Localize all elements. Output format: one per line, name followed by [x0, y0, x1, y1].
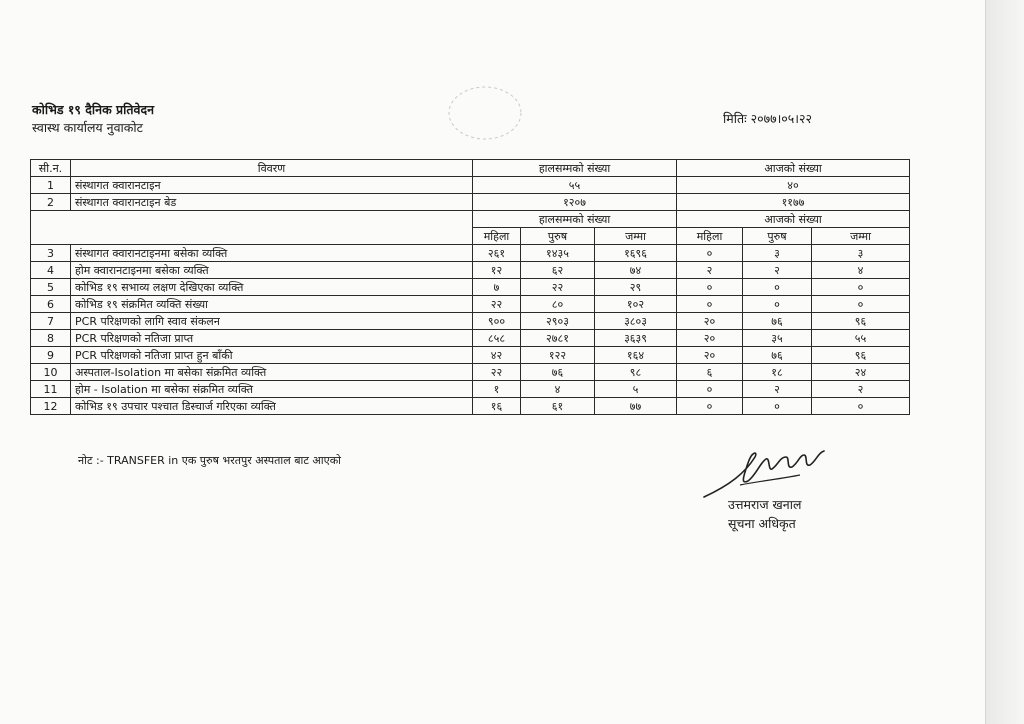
table-row [31, 347, 910, 364]
row-value: ७७ [595, 398, 677, 415]
row-value: १६९६ [595, 245, 677, 262]
row-value: २ [743, 381, 812, 398]
report-table [30, 159, 910, 415]
row-description: कोभिड १९ संक्रमित व्यक्ति संख्या [71, 296, 473, 313]
row-sn: 5 [31, 279, 71, 296]
row-value: ६१ [521, 398, 595, 415]
row-sn: 2 [31, 194, 71, 211]
row-description: संस्थागत क्वारानटाइन [71, 177, 473, 194]
row-description: कोभिड १९ सभाव्य लक्षण देखिएका व्यक्ति [71, 279, 473, 296]
row-value: २४ [812, 364, 910, 381]
report-title: कोभिड १९ दैनिक प्रतिवेदन [32, 102, 155, 117]
row-value: १२ [473, 262, 521, 279]
row-value: ७६ [743, 347, 812, 364]
row-sn: 11 [31, 381, 71, 398]
row-value: ० [743, 296, 812, 313]
row-sn: 8 [31, 330, 71, 347]
row-value: ३८०३ [595, 313, 677, 330]
row-today: ४० [677, 177, 910, 194]
row-value: ३ [812, 245, 910, 262]
table-row [31, 194, 910, 211]
row-value: ७४ [595, 262, 677, 279]
row-value: १२२ [521, 347, 595, 364]
table-row [31, 296, 910, 313]
row-value: १६ [473, 398, 521, 415]
header-total: हालसम्मको संख्या [473, 160, 677, 177]
subheader-total: हालसम्मको संख्या [473, 211, 677, 228]
row-value: २ [743, 262, 812, 279]
row-value: ३ [743, 245, 812, 262]
row-value: ९६ [812, 313, 910, 330]
signatory-title: सूचना अधिकृत [728, 516, 796, 531]
row-value: १ [473, 381, 521, 398]
table-row [31, 364, 910, 381]
row-sn: 4 [31, 262, 71, 279]
row-description: संस्थागत क्वारानटाइन बेड [71, 194, 473, 211]
row-value: २० [677, 330, 743, 347]
row-value: ९०० [473, 313, 521, 330]
gender-header: जम्मा [595, 228, 677, 245]
row-description: संस्थागत क्वारानटाइनमा बसेका व्यक्ति [71, 245, 473, 262]
gender-header: पुरुष [743, 228, 812, 245]
row-value: ४ [521, 381, 595, 398]
faint-stamp-mark [440, 78, 530, 152]
table-row [31, 398, 910, 415]
row-value: ६ [677, 364, 743, 381]
row-value: ० [677, 398, 743, 415]
header-sn: सी.न. [31, 160, 71, 177]
row-sn: 6 [31, 296, 71, 313]
row-value: ५ [595, 381, 677, 398]
subheader-today: आजको संख्या [677, 211, 910, 228]
row-value: ५५ [812, 330, 910, 347]
row-value: २७८१ [521, 330, 595, 347]
row-value: ० [677, 296, 743, 313]
row-value: ० [812, 398, 910, 415]
row-total: १२०७ [473, 194, 677, 211]
row-description: कोभिड १९ उपचार पश्चात डिस्चार्ज गरिएका व्यक्ति [71, 398, 473, 415]
row-value: ० [677, 381, 743, 398]
table-row [31, 330, 910, 347]
row-value: ३६३९ [595, 330, 677, 347]
row-value: २२ [473, 364, 521, 381]
row-sn: 10 [31, 364, 71, 381]
table-row [31, 245, 910, 262]
row-total: ५५ [473, 177, 677, 194]
row-value: २ [812, 381, 910, 398]
gender-header: महिला [473, 228, 521, 245]
subheader-row [31, 211, 910, 228]
row-value: ० [812, 279, 910, 296]
row-sn: 12 [31, 398, 71, 415]
gender-header: जम्मा [812, 228, 910, 245]
gender-header: महिला [677, 228, 743, 245]
header-today: आजको संख्या [677, 160, 910, 177]
row-value: १४३५ [521, 245, 595, 262]
detail-rows [31, 245, 910, 415]
row-value: १६४ [595, 347, 677, 364]
table-row [31, 381, 910, 398]
row-value: ३५ [743, 330, 812, 347]
row-sn: 1 [31, 177, 71, 194]
table-row [31, 262, 910, 279]
paper-edge [985, 0, 1024, 724]
row-value: ० [677, 245, 743, 262]
signatory-name: उत्तमराज खनाल [728, 497, 802, 512]
row-value: ० [743, 279, 812, 296]
row-sn: 3 [31, 245, 71, 262]
row-description: अस्पताल-Isolation मा बसेका संक्रमित व्यक्ति [71, 364, 473, 381]
row-sn: 9 [31, 347, 71, 364]
row-value: ४२ [473, 347, 521, 364]
row-value: ४ [812, 262, 910, 279]
row-value: २९ [595, 279, 677, 296]
row-value: ६२ [521, 262, 595, 279]
header-row [31, 160, 910, 177]
office-name: स्वास्थ कार्यालय नुवाकोट [32, 120, 143, 135]
row-value: ७ [473, 279, 521, 296]
row-value: ० [743, 398, 812, 415]
row-value: २ [677, 262, 743, 279]
row-value: ९८ [595, 364, 677, 381]
row-value: २९०३ [521, 313, 595, 330]
row-today: ११७७ [677, 194, 910, 211]
row-value: ७६ [743, 313, 812, 330]
row-value: ७६ [521, 364, 595, 381]
note-text: नोट :- TRANSFER in एक पुरुष भरतपुर अस्पताल बाट आएको [78, 454, 342, 467]
header-description: विवरण [71, 160, 473, 177]
table-row [31, 279, 910, 296]
row-description: होम - Isolation मा बसेका संक्रमित व्यक्ति [71, 381, 473, 398]
report-date: मितिः २०७७।०५।२२ [723, 111, 813, 126]
row-value: १०२ [595, 296, 677, 313]
row-description: PCR परिक्षणको नतिजा प्राप्त [71, 330, 473, 347]
row-value: ० [677, 279, 743, 296]
row-sn: 7 [31, 313, 71, 330]
row-value: ९६ [812, 347, 910, 364]
row-value: २६१ [473, 245, 521, 262]
gender-header: पुरुष [521, 228, 595, 245]
row-value: ० [812, 296, 910, 313]
row-value: ८५८ [473, 330, 521, 347]
table-row [31, 313, 910, 330]
row-value: २० [677, 347, 743, 364]
table-row [31, 177, 910, 194]
row-value: १८ [743, 364, 812, 381]
row-value: २० [677, 313, 743, 330]
row-value: २२ [473, 296, 521, 313]
row-description: PCR परिक्षणको लागि स्वाव संकलन [71, 313, 473, 330]
row-value: ८० [521, 296, 595, 313]
row-description: PCR परिक्षणको नतिजा प्राप्त हुन बाँकी [71, 347, 473, 364]
subheader-blank [31, 211, 473, 245]
row-value: २२ [521, 279, 595, 296]
row-description: होम क्वारानटाइनमा बसेका व्यक्ति [71, 262, 473, 279]
